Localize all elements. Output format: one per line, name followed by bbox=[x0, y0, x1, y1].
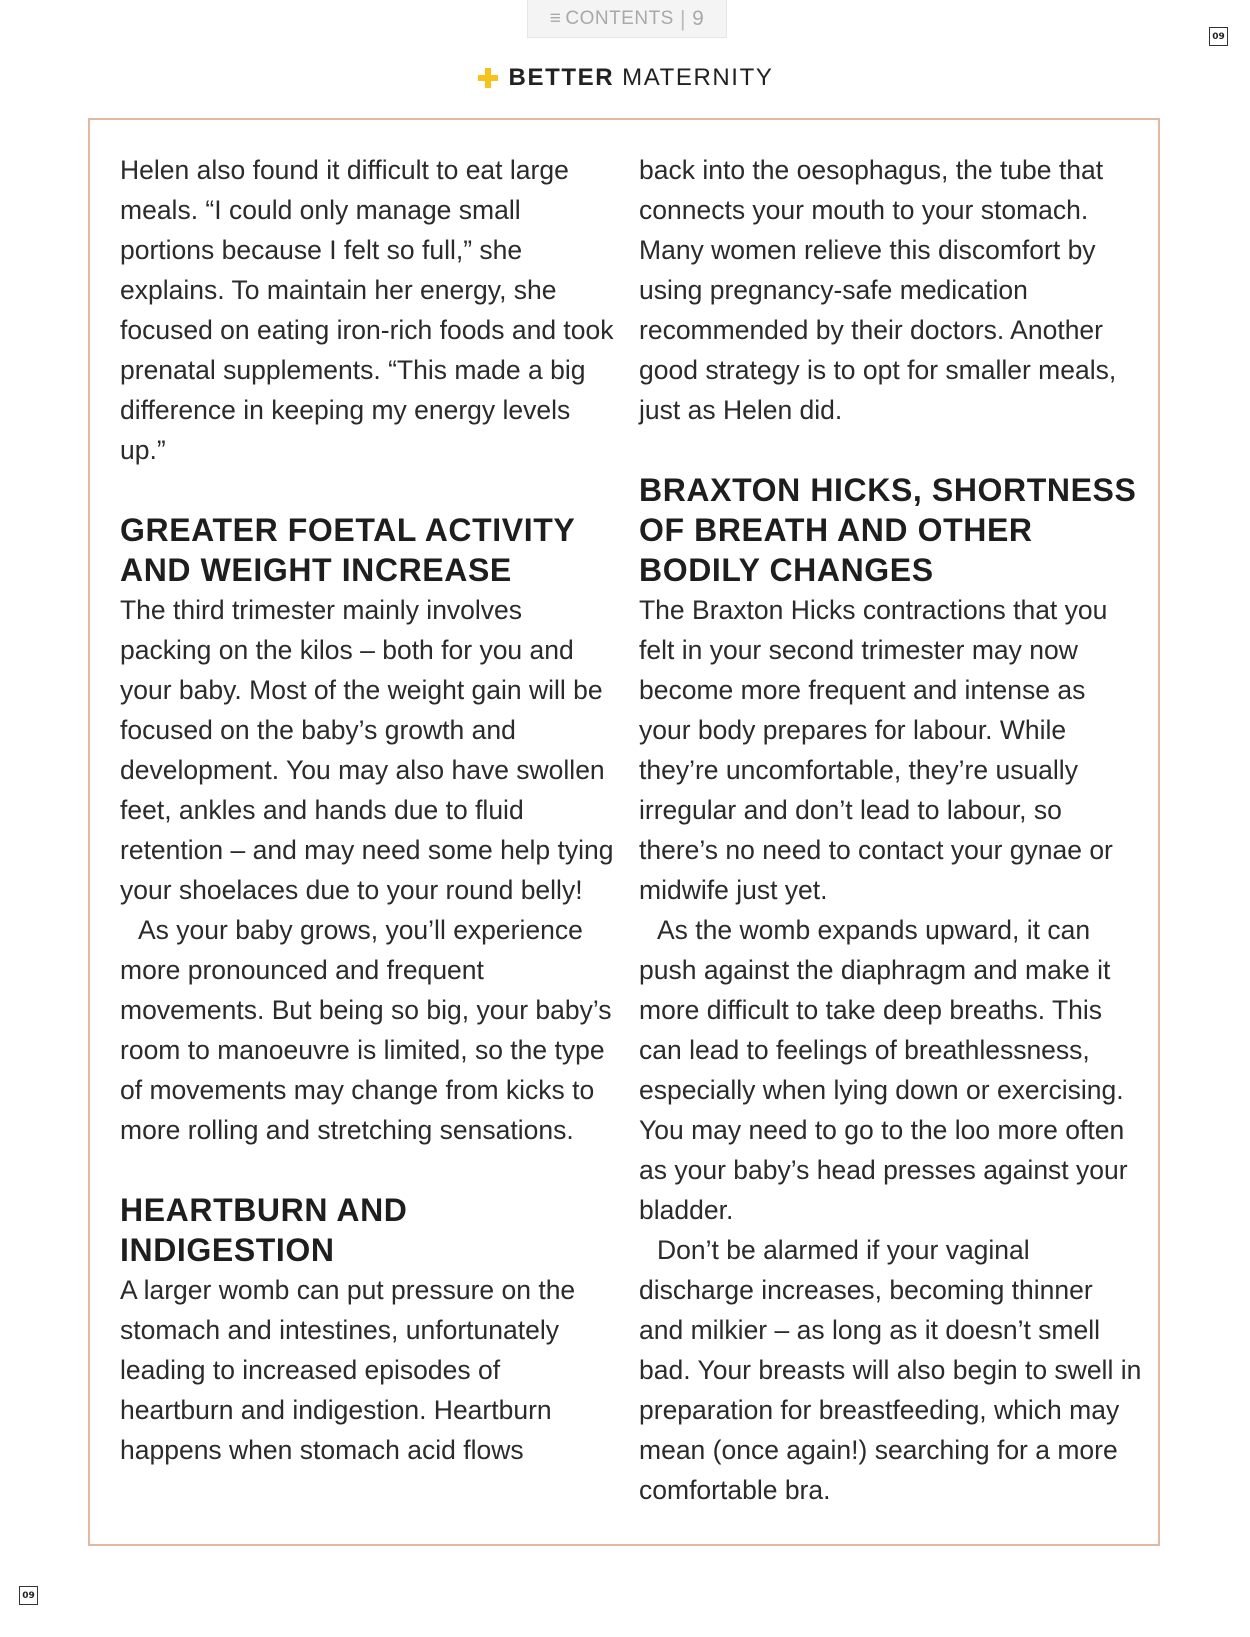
page-number-badge-bottom[interactable]: 09 bbox=[19, 1586, 38, 1605]
brand-name-light: MATERNITY bbox=[622, 64, 774, 91]
brand-logo bbox=[0, 64, 1250, 92]
contents-page-number: 9 bbox=[692, 6, 705, 30]
braxton-paragraph-1: The Braxton Hicks contractions that you felt in your second trimester may now become more frequent and intense as your body prepares for labour. While they’re uncomfortable, they’re usually irregular and don’t lead to labour, so there’s no need to contact your gynae or midwife just yet. bbox=[639, 595, 1113, 905]
section-heading-heartburn: HEARTBURN AND INDIGESTION bbox=[120, 1192, 408, 1268]
heartburn-continuation-paragraph: back into the oesophagus, the tube that connects your mouth to your stomach. Many women relieve this discomfort by using pregnancy-safe medication recommended by their doctors. Another good strategy is to opt for smaller meals, just as Helen did. bbox=[639, 155, 1117, 425]
contents-button[interactable] bbox=[527, 0, 727, 38]
page-number-badge-top[interactable]: 09 bbox=[1209, 27, 1228, 46]
contents-label: CONTENTS bbox=[565, 7, 674, 29]
foetal-paragraph-1: The third trimester mainly involves packing on the kilos – both for you and your baby. Most of the weight gain will be focused on the baby’s growth and development. You may also have swollen feet, ankles and hands due to fluid retention – and may need some help tying your shoelaces due to your round belly! bbox=[120, 595, 614, 905]
article-column-left bbox=[120, 150, 620, 1470]
section-heading-braxton-hicks: BRAXTON HICKS, SHORTNESS OF BREATH AND OTHER BODILY CHANGES bbox=[639, 472, 1137, 588]
foetal-paragraph-2: As your baby grows, you’ll experience more pronounced and frequent movements. But being so big, your baby’s room to manoeuvre is limited, so the type of movements may change from kicks to more rolling and stretching sensations. bbox=[120, 915, 612, 1145]
contents-separator: | bbox=[679, 5, 687, 31]
article-column-right bbox=[639, 150, 1144, 1510]
section-heading-foetal-activity: GREATER FOETAL ACTIVITY AND WEIGHT INCREASE bbox=[120, 512, 575, 588]
intro-paragraph: Helen also found it difficult to eat large meals. “I could only manage small portions because I felt so full,” she explains. To maintain her energy, she focused on eating iron-rich foods and took prenatal supplements. “This made a big difference in keeping my energy levels up.” bbox=[120, 155, 614, 465]
braxton-paragraph-2: As the womb expands upward, it can push against the diaphragm and make it more difficult to take deep breaths. This can lead to feelings of breathlessness, especially when lying down or exercising. You may need to go to the loo more often as your baby’s head presses against your bladder. bbox=[639, 915, 1128, 1225]
menu-icon: ≡ bbox=[549, 7, 562, 29]
brand-name-bold: BETTER bbox=[508, 64, 615, 91]
heartburn-paragraph-1: A larger womb can put pressure on the stomach and intestines, unfortunately leading to increased episodes of heartburn and indigestion. Heartburn happens when stomach acid flows bbox=[120, 1275, 576, 1465]
braxton-paragraph-3: Don’t be alarmed if your vaginal discharge increases, becoming thinner and milkier – as long as it doesn’t smell bad. Your breasts will also begin to swell in preparation for breastfeeding, which may mean (once again!) searching for a more comfortable bra. bbox=[639, 1235, 1142, 1505]
plus-icon bbox=[477, 67, 499, 89]
